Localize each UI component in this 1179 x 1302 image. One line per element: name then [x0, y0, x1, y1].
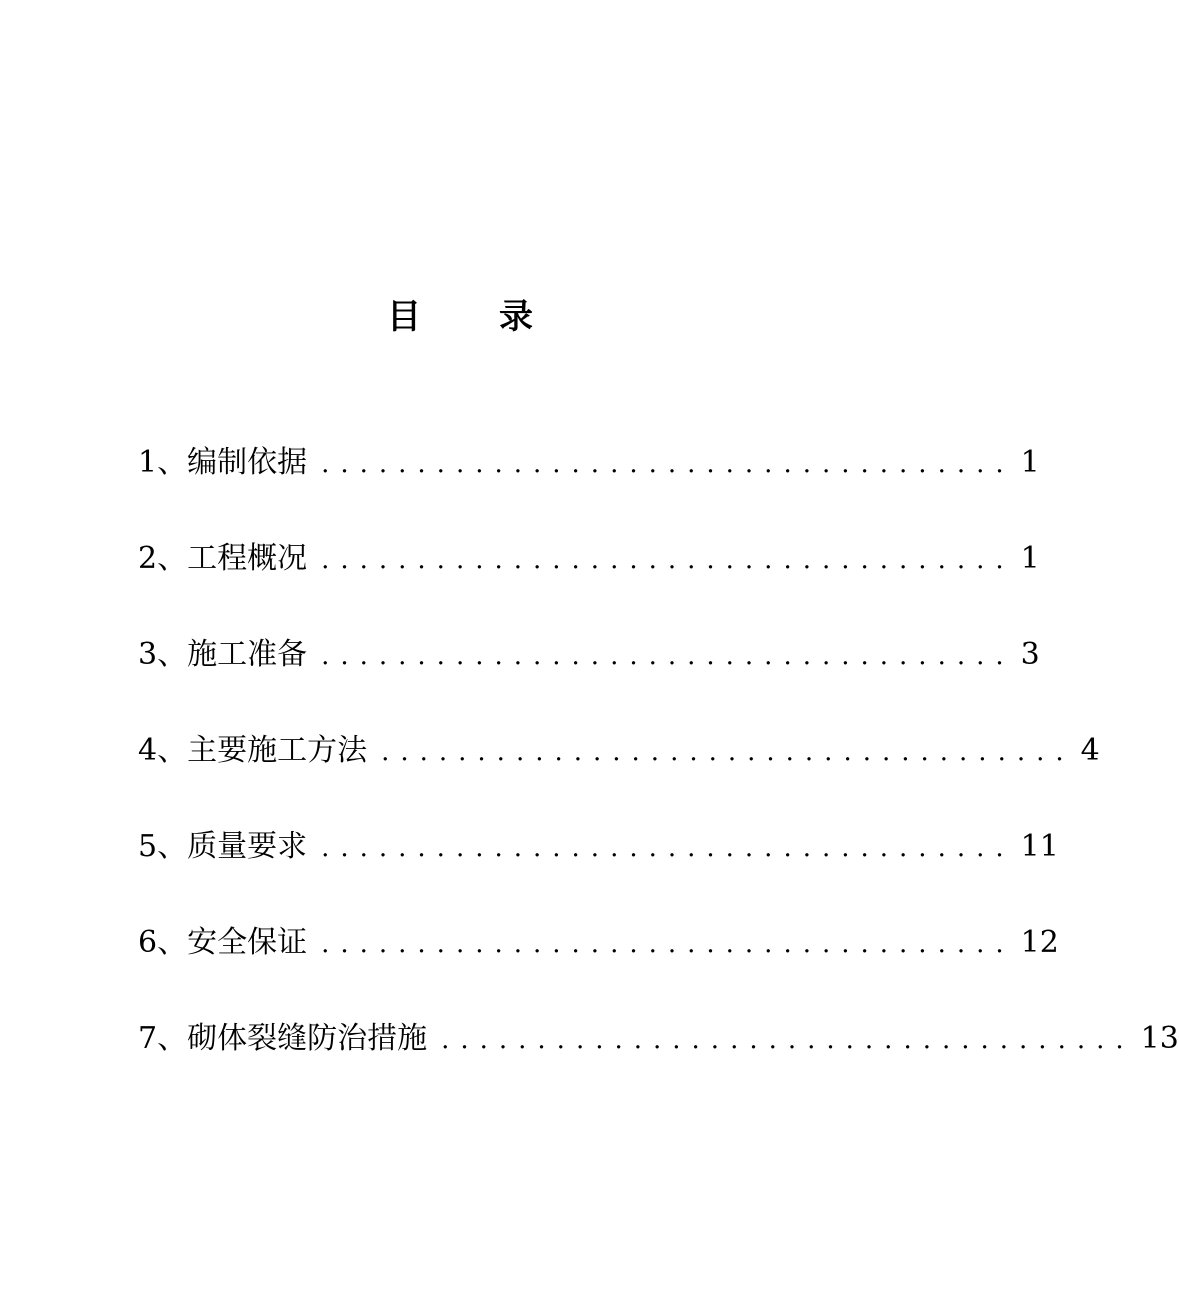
- toc-entry-page: 3: [1020, 637, 1040, 672]
- toc-leader-dots: ....................................: [321, 449, 1015, 479]
- toc-entry-label: 5、质量要求: [138, 829, 308, 864]
- toc-entry-page: 1: [1020, 445, 1040, 480]
- toc-entry-label: 1、编制依据: [138, 445, 308, 480]
- toc-entry-page: 1: [1020, 541, 1040, 576]
- toc-leader-dots: ....................................: [321, 833, 1015, 863]
- table-of-contents: [138, 438, 1179, 1110]
- toc-entry[interactable]: [138, 1014, 1179, 1110]
- toc-entry-label: 6、安全保证: [138, 925, 308, 960]
- toc-entry-page: 13: [1140, 1021, 1179, 1056]
- toc-entry-label: 4、主要施工方法: [138, 733, 368, 768]
- toc-entry[interactable]: [138, 630, 1040, 726]
- toc-entry-label: 2、工程概况: [138, 541, 308, 576]
- toc-entry-page: 4: [1080, 733, 1100, 768]
- toc-entry-label: 7、砌体裂缝防治措施: [138, 1021, 428, 1056]
- toc-entry-page: 11: [1020, 829, 1059, 864]
- toc-entry-page: 12: [1020, 925, 1059, 960]
- toc-entry-label: 3、施工准备: [138, 637, 308, 672]
- toc-entry[interactable]: [138, 438, 1040, 534]
- toc-entry[interactable]: [138, 726, 1100, 822]
- toc-leader-dots: ....................................: [441, 1025, 1135, 1055]
- toc-leader-dots: ....................................: [381, 737, 1075, 767]
- toc-leader-dots: ....................................: [321, 641, 1015, 671]
- page-title: 目录: [387, 297, 611, 337]
- toc-leader-dots: ....................................: [321, 929, 1015, 959]
- toc-entry[interactable]: [138, 822, 1059, 918]
- toc-leader-dots: ....................................: [321, 545, 1015, 575]
- toc-entry[interactable]: [138, 534, 1040, 630]
- toc-entry[interactable]: [138, 918, 1059, 1014]
